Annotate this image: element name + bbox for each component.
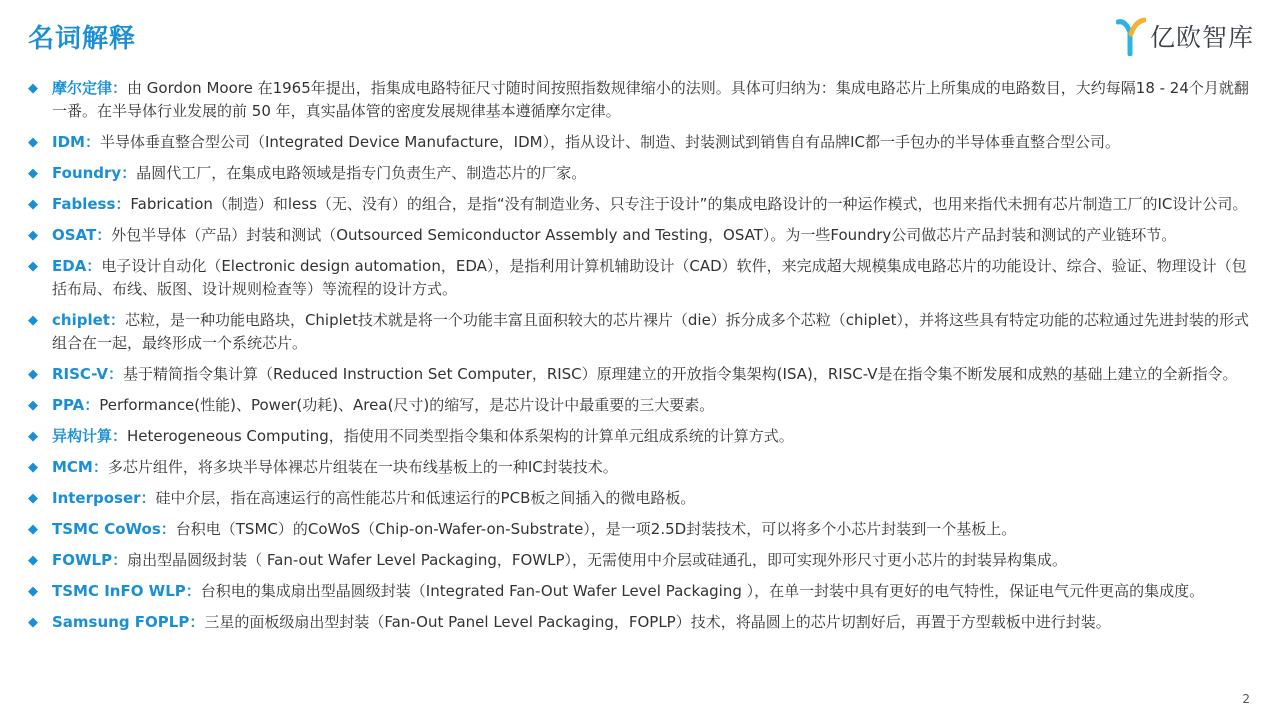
glossary-term: OSAT： bbox=[52, 226, 112, 244]
diamond-bullet-icon: ◆ bbox=[28, 259, 38, 274]
glossary-item bbox=[28, 456, 1260, 479]
diamond-bullet-icon: ◆ bbox=[28, 398, 38, 413]
glossary-definition: 台积电的集成扇出型晶圆级封装（Integrated Fan-Out Wafer Level Packaging ），在单一封装中具有更好的电气特性，保证电气元件更高的集成度。 bbox=[200, 582, 1205, 600]
page-title: 名词解释 bbox=[28, 24, 137, 54]
glossary-definition: 三星的面板级扇出型封装（Fan-Out Panel Level Packaging，FOPLP）技术，将晶圆上的芯片切割好后，再置于方型载板中进行封装。 bbox=[204, 613, 1111, 631]
glossary-term: TSMC InFO WLP： bbox=[52, 582, 201, 600]
glossary-list bbox=[28, 77, 1260, 642]
glossary-definition: Performance(性能)、Power(功耗)、Area(尺寸)的缩写，是芯片设计中最重要的三大要素。 bbox=[99, 396, 715, 414]
glossary-term: Fabless： bbox=[52, 195, 131, 213]
diamond-bullet-icon: ◆ bbox=[28, 166, 38, 181]
glossary-term: Interposer： bbox=[52, 489, 156, 507]
glossary-term: 异构计算： bbox=[52, 427, 128, 445]
page-number: 2 bbox=[1242, 692, 1250, 706]
diamond-bullet-icon: ◆ bbox=[28, 491, 38, 506]
yiou-y-logo-icon bbox=[1116, 16, 1146, 56]
glossary-definition: 基于精简指令集计算（Reduced Instruction Set Computer，RISC）原理建立的开放指令集架构(ISA)，RISC-V是在指令集不断发展和成熟的基础上建立的全新指令。 bbox=[123, 365, 1238, 383]
glossary-definition: 电子设计自动化（Electronic design automation，EDA），是指利用计算机辅助设计（CAD）软件，来完成超大规模集成电路芯片的功能设计、综合、验证、物理设计（包括布局、布线、版图、设计规则检查等）等流程的设计方式。 bbox=[52, 257, 1247, 298]
glossary-item bbox=[28, 309, 1260, 355]
glossary-term: TSMC CoWos： bbox=[52, 520, 176, 538]
glossary-definition: 多芯片组件，将多块半导体裸芯片组装在一块布线基板上的一种IC封装技术。 bbox=[107, 458, 618, 476]
diamond-bullet-icon: ◆ bbox=[28, 228, 38, 243]
glossary-item bbox=[28, 580, 1260, 603]
glossary-definition: 芯粒，是一种功能电路块，Chiplet技术就是将一个功能丰富且面积较大的芯片裸片（die）拆分成多个芯粒（chiplet），并将这些具有特定功能的芯粒通过先进封装的形式组合在一起，最终形成一个系统芯片。 bbox=[52, 311, 1250, 352]
glossary-definition: Heterogeneous Computing，指使用不同类型指令集和体系架构的计算单元组成系统的计算方式。 bbox=[127, 427, 794, 445]
diamond-bullet-icon: ◆ bbox=[28, 197, 38, 212]
glossary-item bbox=[28, 487, 1260, 510]
glossary-definition: Fabrication（制造）和less（无、没有）的组合，是指“没有制造业务、只专注于设计”的集成电路设计的一种运作模式，也用来指代未拥有芯片制造工厂的IC设计公司。 bbox=[130, 195, 1248, 213]
glossary-term: chiplet： bbox=[52, 311, 125, 329]
glossary-item bbox=[28, 193, 1260, 216]
glossary-term: MCM： bbox=[52, 458, 108, 476]
glossary-item bbox=[28, 425, 1260, 448]
glossary-term: Foundry： bbox=[52, 164, 137, 182]
diamond-bullet-icon: ◆ bbox=[28, 584, 38, 599]
glossary-definition: 外包半导体（产品）封装和测试（Outsourced Semiconductor Assembly and Testing，OSAT）。为一些Foundry公司做芯片产品封装和测试的产业链环节。 bbox=[111, 226, 1177, 244]
glossary-item bbox=[28, 255, 1260, 301]
logo-text: 亿欧智库 bbox=[1149, 23, 1254, 52]
diamond-bullet-icon: ◆ bbox=[28, 615, 38, 630]
glossary-item bbox=[28, 162, 1260, 185]
diamond-bullet-icon: ◆ bbox=[28, 522, 38, 537]
glossary-definition: 硅中介层，指在高速运行的高性能芯片和低速运行的PCB板之间插入的微电路板。 bbox=[155, 489, 696, 507]
glossary-definition: 台积电（TSMC）的CoWoS（Chip-on-Wafer-on-Substrate），是一项2.5D封装技术，可以将多个小芯片封装到一个基板上。 bbox=[175, 520, 1017, 538]
glossary-item bbox=[28, 611, 1260, 634]
glossary-item bbox=[28, 394, 1260, 417]
glossary-item bbox=[28, 224, 1260, 247]
glossary-term: Samsung FOPLP： bbox=[52, 613, 205, 631]
logo bbox=[1116, 16, 1254, 56]
diamond-bullet-icon: ◆ bbox=[28, 135, 38, 150]
glossary-item bbox=[28, 77, 1260, 123]
glossary-definition: 半导体垂直整合型公司（Integrated Device Manufacture，IDM），指从设计、制造、封装测试到销售自有品牌IC都一手包办的半导体垂直整合型公司。 bbox=[99, 133, 1120, 151]
glossary-definition: 晶圆代工厂，在集成电路领域是指专门负责生产、制造芯片的厂家。 bbox=[136, 164, 587, 182]
glossary-term: IDM： bbox=[52, 133, 100, 151]
diamond-bullet-icon: ◆ bbox=[28, 429, 38, 444]
diamond-bullet-icon: ◆ bbox=[28, 81, 38, 96]
glossary-item bbox=[28, 363, 1260, 386]
glossary-term: RISC-V： bbox=[52, 365, 124, 383]
diamond-bullet-icon: ◆ bbox=[28, 313, 38, 328]
glossary-item bbox=[28, 131, 1260, 154]
diamond-bullet-icon: ◆ bbox=[28, 460, 38, 475]
diamond-bullet-icon: ◆ bbox=[28, 553, 38, 568]
glossary-item bbox=[28, 518, 1260, 541]
glossary-term: FOWLP： bbox=[52, 551, 128, 569]
diamond-bullet-icon: ◆ bbox=[28, 367, 38, 382]
glossary-term: PPA： bbox=[52, 396, 100, 414]
glossary-definition: 扇出型晶圆级封装（ Fan-out Wafer Level Packaging，FOWLP），无需使用中介层或硅通孔，即可实现外形尺寸更小芯片的封装异构集成。 bbox=[127, 551, 1068, 569]
glossary-term: EDA： bbox=[52, 257, 102, 275]
glossary-item bbox=[28, 549, 1260, 572]
glossary-term: 摩尔定律： bbox=[52, 79, 128, 97]
glossary-definition: 由 Gordon Moore 在1965年提出，指集成电路特征尺寸随时间按照指数规律缩小的法则。具体可归纳为：集成电路芯片上所集成的电路数目，大约每隔18 - 24个月就翻一番。在半导体行业发展的前 50 年，真实晶体管的密度发展规律基本遵循摩尔定律。 bbox=[52, 79, 1249, 120]
